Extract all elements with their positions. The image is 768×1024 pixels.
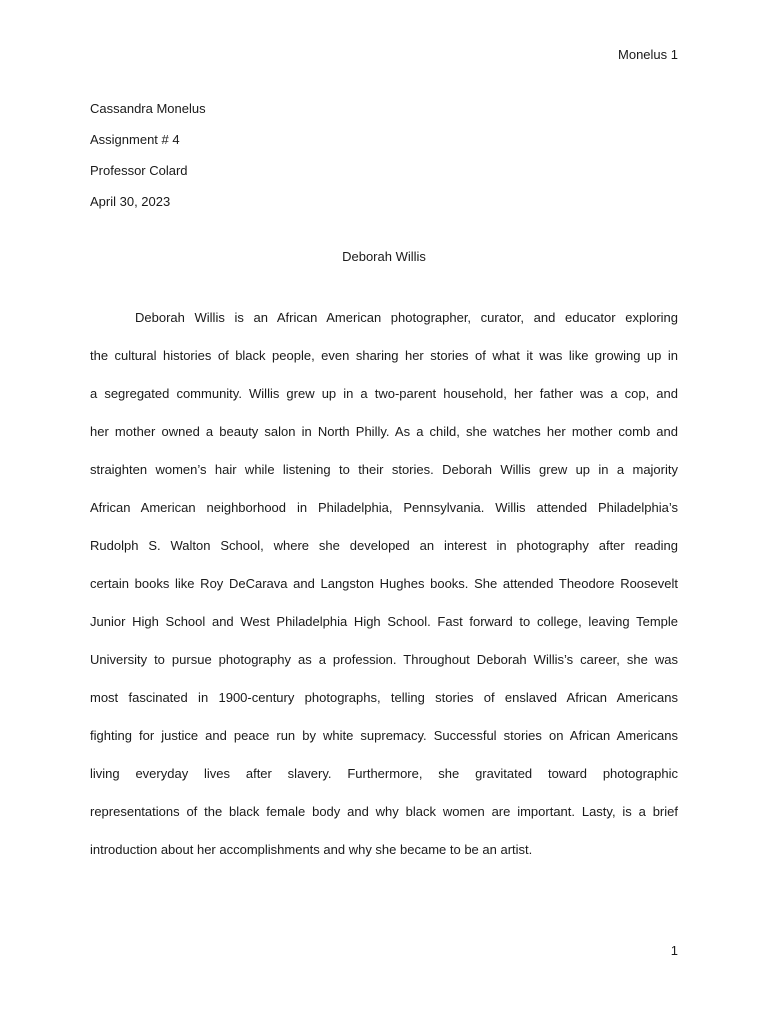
assignment-label: Assignment # 4 (90, 132, 180, 147)
professor-name: Professor Colard (90, 163, 188, 178)
paragraph-line: representations of the black female body and why black women are important. Lasty, is a brief (90, 804, 678, 819)
paragraph-line: living everyday lives after slavery. Furthermore, she gravitated toward photographic (90, 766, 678, 781)
paragraph-line: most fascinated in 1900-century photographs, telling stories of enslaved African Americans (90, 690, 678, 705)
author-name: Cassandra Monelus (90, 101, 206, 116)
body-paragraph (90, 299, 678, 869)
paragraph-line: University to pursue photography as a profession. Throughout Deborah Willis’s career, she was (90, 652, 678, 667)
paragraph-line: Rudolph S. Walton School, where she developed an interest in photography after reading (90, 538, 678, 553)
paragraph-line: introduction about her accomplishments and why she became to be an artist. (90, 842, 533, 857)
paragraph-line: African American neighborhood in Philadelphia, Pennsylvania. Willis attended Philadelphia’s (90, 500, 678, 515)
paragraph-line: straighten women’s hair while listening to their stories. Deborah Willis grew up in a majority (90, 462, 678, 477)
document-title: Deborah Willis (342, 249, 426, 264)
paragraph-line: certain books like Roy DeCarava and Langston Hughes books. She attended Theodore Roosevelt (90, 576, 678, 591)
paragraph-line: a segregated community. Willis grew up in a two-parent household, her father was a cop, and (90, 386, 678, 401)
running-head: Monelus 1 (618, 47, 678, 62)
paragraph-line: her mother owned a beauty salon in North Philly. As a child, she watches her mother comb and (90, 424, 678, 439)
mla-heading (90, 93, 678, 217)
paragraph-line: the cultural histories of black people, even sharing her stories of what it was like growing up in (90, 348, 678, 363)
paragraph-line: fighting for justice and peace run by white supremacy. Successful stories on African Americans (90, 728, 678, 743)
date: April 30, 2023 (90, 194, 171, 209)
paragraph-line: Junior High School and West Philadelphia High School. Fast forward to college, leaving Temple (90, 614, 678, 629)
paragraph-line: Deborah Willis is an African American photographer, curator, and educator exploring (135, 310, 678, 325)
page-number: 1 (670, 943, 678, 958)
